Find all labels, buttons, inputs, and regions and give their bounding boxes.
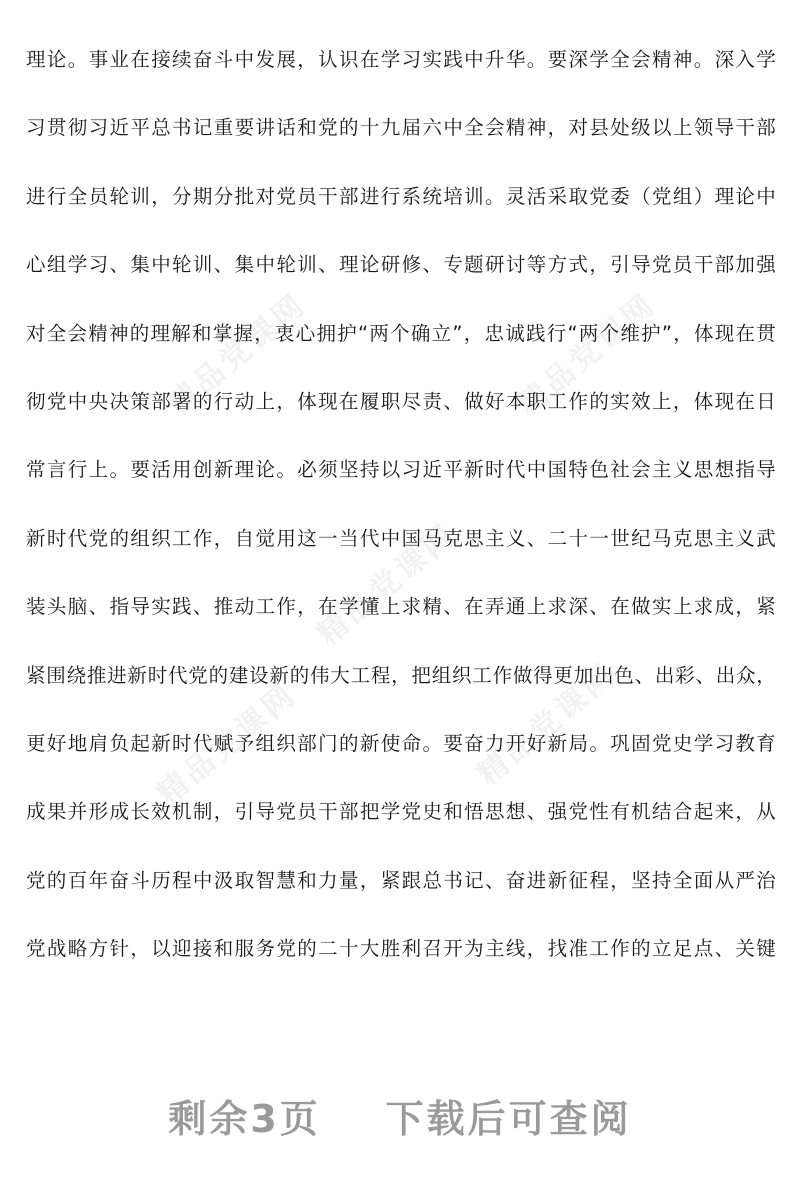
- text-line-3: 进行全员轮训，分期分批对党员干部进行系统培训。灵活采取党委（党组）理论中: [26, 184, 776, 208]
- remaining-pages-banner: 剩余3页 下载后可查阅: [168, 1097, 632, 1141]
- body-text: [26, 42, 776, 999]
- text-line-5: 对全会精神的理解和掌握，衷心拥护“两个确立”，忠诚践行“两个维护”，体现在贯: [26, 321, 776, 345]
- watermark-5: 精品党课网: [470, 656, 624, 793]
- watermark-4: 精品党课网: [150, 676, 304, 813]
- watermark-1: 精品党课网: [160, 286, 314, 423]
- text-line-6: 彻党中央决策部署的行动上，体现在履职尽责、做好本职工作的实效上，体现在日: [26, 389, 776, 413]
- text-line-4: 心组学习、集中轮训、集中轮训、理论研修、专题研讨等方式，引导党员干部加强: [26, 253, 776, 277]
- text-line-2: 习贯彻习近平总书记重要讲话和党的十九届六中全会精神，对县处级以上领导干部: [26, 116, 776, 140]
- watermark-2: 精品党课网: [510, 286, 664, 423]
- text-line-9: 装头脑、指导实践、推动工作，在学懂上求精、在弄通上求深、在做实上求成，紧: [26, 595, 776, 619]
- watermark-3: 精品党课网: [310, 516, 464, 653]
- text-line-12: 成果并形成长效机制，引导党员干部把学党史和悟思想、强党性有机结合起来，从: [26, 800, 776, 824]
- text-line-8: 新时代党的组织工作，自觉用这一当代中国马克思主义、二十一世纪马克思主义武: [26, 526, 776, 550]
- text-line-7: 常言行上。要活用创新理论。必须坚持以习近平新时代中国特色社会主义思想指导: [26, 458, 776, 482]
- text-line-13: 党的百年奋斗历程中汲取智慧和力量，紧跟总书记、奋进新征程，坚持全面从严治: [26, 868, 776, 892]
- text-line-1: 理论。事业在接续奋斗中发展，认识在学习实践中升华。要深学全会精神。深入学: [26, 48, 776, 71]
- text-line-10: 紧围绕推进新时代党的建设新的伟大工程，把组织工作做得更加出色、出彩、出众，: [26, 663, 776, 687]
- text-line-14: 党战略方针，以迎接和服务党的二十大胜利召开为主线，找准工作的立足点、关键: [26, 937, 776, 961]
- text-line-11: 更好地肩负起新时代赋予组织部门的新使命。要奋力开好新局。巩固党史学习教育: [26, 731, 776, 755]
